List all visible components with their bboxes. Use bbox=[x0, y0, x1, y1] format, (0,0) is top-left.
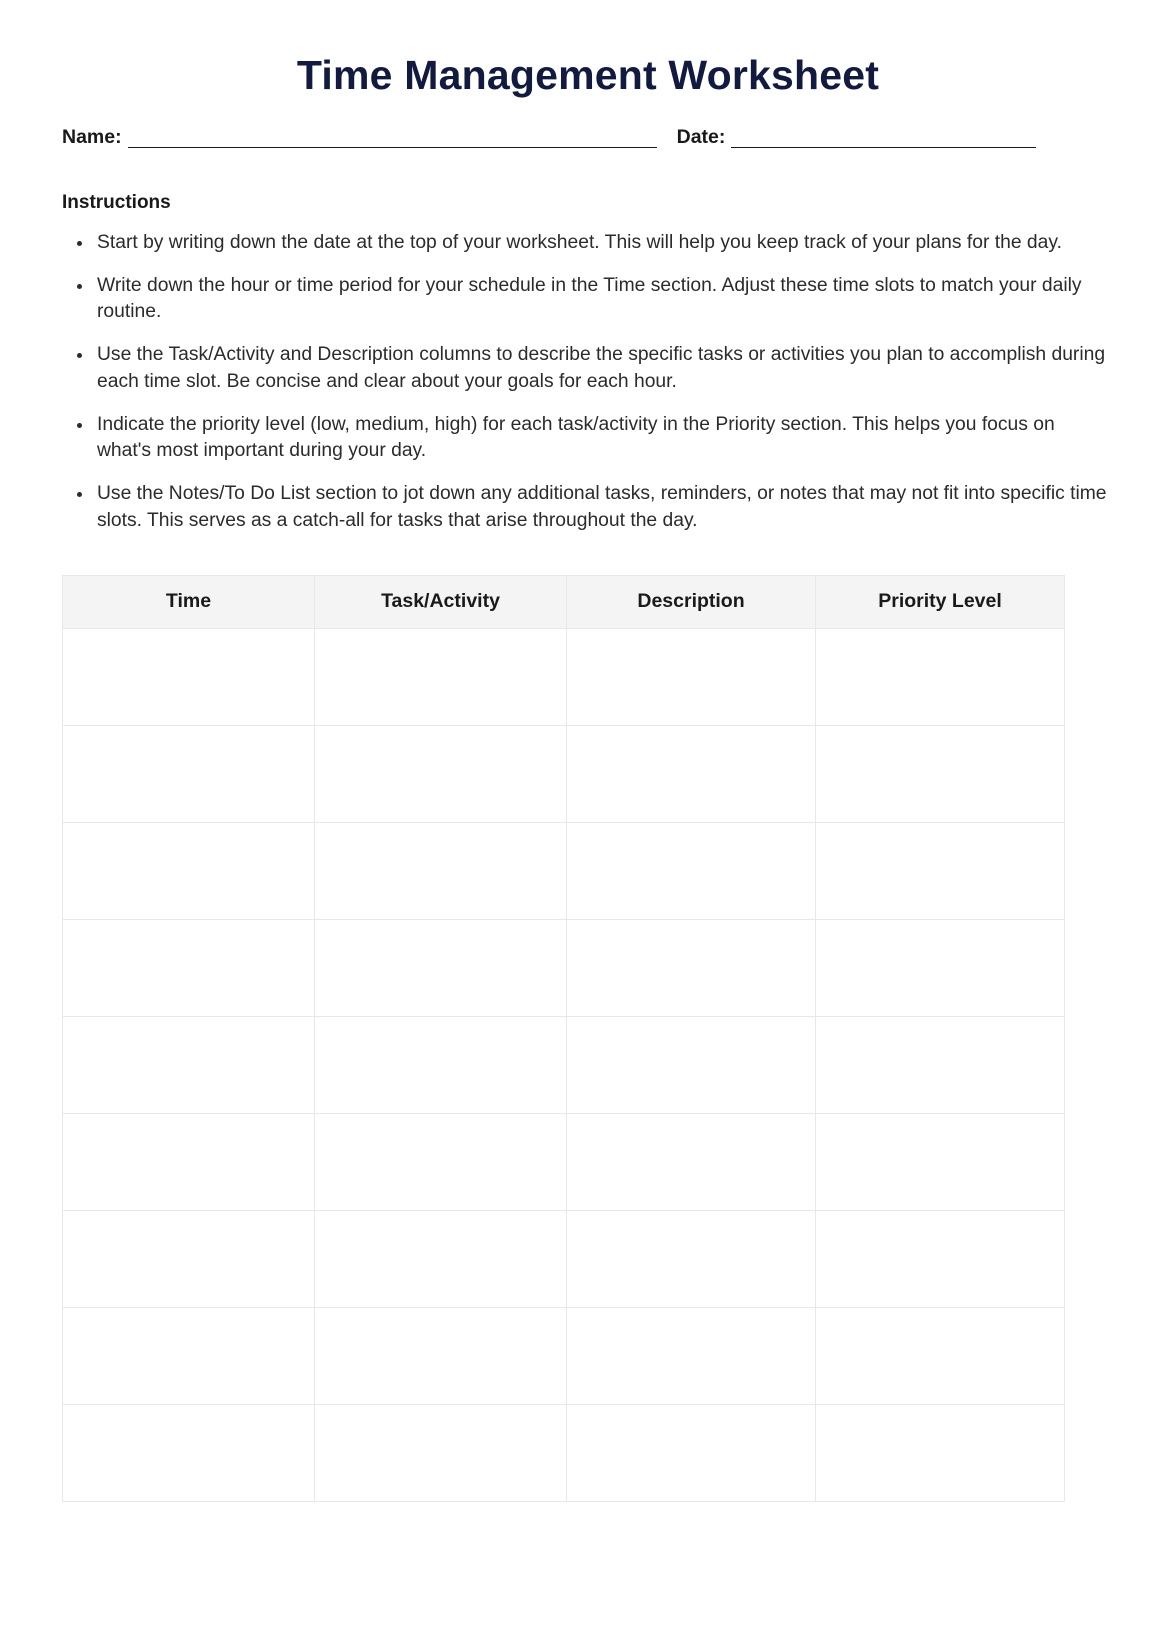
cell-priority-level[interactable] bbox=[816, 1404, 1065, 1501]
instruction-item: Use the Notes/To Do List section to jot down any additional tasks, reminders, or notes that may not fit into specific time slots. This serves as a catch-all for tasks that arise throughout the day. bbox=[62, 481, 1114, 533]
column-header-time: Time bbox=[63, 575, 315, 628]
name-label: Name: bbox=[62, 126, 122, 149]
cell-description[interactable] bbox=[567, 1210, 816, 1307]
cell-time[interactable] bbox=[63, 919, 315, 1016]
table-header bbox=[63, 575, 1065, 628]
cell-description[interactable] bbox=[567, 1113, 816, 1210]
cell-task-activity[interactable] bbox=[315, 1113, 567, 1210]
cell-time[interactable] bbox=[63, 822, 315, 919]
cell-priority-level[interactable] bbox=[816, 1016, 1065, 1113]
cell-priority-level[interactable] bbox=[816, 822, 1065, 919]
cell-description[interactable] bbox=[567, 1016, 816, 1113]
cell-description[interactable] bbox=[567, 725, 816, 822]
cell-priority-level[interactable] bbox=[816, 628, 1065, 725]
table-row bbox=[63, 919, 1065, 1016]
cell-task-activity[interactable] bbox=[315, 725, 567, 822]
cell-description[interactable] bbox=[567, 628, 816, 725]
column-header-description: Description bbox=[567, 575, 816, 628]
cell-time[interactable] bbox=[63, 1307, 315, 1404]
cell-task-activity[interactable] bbox=[315, 919, 567, 1016]
instruction-item: Use the Task/Activity and Description columns to describe the specific tasks or activities you plan to accomplish during each time slot. Be concise and clear about your goals for each hour. bbox=[62, 342, 1114, 394]
table-row bbox=[63, 1404, 1065, 1501]
cell-time[interactable] bbox=[63, 1016, 315, 1113]
cell-description[interactable] bbox=[567, 822, 816, 919]
table-row bbox=[63, 1307, 1065, 1404]
cell-task-activity[interactable] bbox=[315, 1404, 567, 1501]
cell-priority-level[interactable] bbox=[816, 1307, 1065, 1404]
date-input-line[interactable] bbox=[731, 129, 1036, 148]
schedule-table bbox=[62, 575, 1065, 1502]
table-header-row bbox=[63, 575, 1065, 628]
table-body bbox=[63, 628, 1065, 1501]
cell-task-activity[interactable] bbox=[315, 1307, 567, 1404]
cell-task-activity[interactable] bbox=[315, 1016, 567, 1113]
cell-time[interactable] bbox=[63, 1113, 315, 1210]
cell-task-activity[interactable] bbox=[315, 1210, 567, 1307]
table-row bbox=[63, 1113, 1065, 1210]
table-row bbox=[63, 1016, 1065, 1113]
cell-time[interactable] bbox=[63, 725, 315, 822]
cell-task-activity[interactable] bbox=[315, 628, 567, 725]
cell-priority-level[interactable] bbox=[816, 725, 1065, 822]
instructions-list bbox=[62, 230, 1114, 534]
cell-task-activity[interactable] bbox=[315, 822, 567, 919]
cell-time[interactable] bbox=[63, 1404, 315, 1501]
cell-priority-level[interactable] bbox=[816, 1113, 1065, 1210]
column-header-task-activity: Task/Activity bbox=[315, 575, 567, 628]
cell-description[interactable] bbox=[567, 919, 816, 1016]
instruction-item: Start by writing down the date at the top of your worksheet. This will help you keep track of your plans for the day. bbox=[62, 230, 1114, 256]
date-label: Date: bbox=[676, 126, 726, 149]
column-header-priority-level: Priority Level bbox=[816, 575, 1065, 628]
cell-time[interactable] bbox=[63, 628, 315, 725]
cell-description[interactable] bbox=[567, 1404, 816, 1501]
name-input-line[interactable] bbox=[128, 129, 657, 148]
table-row bbox=[63, 725, 1065, 822]
table-row bbox=[63, 1210, 1065, 1307]
table-row bbox=[63, 628, 1065, 725]
name-date-row bbox=[62, 128, 1114, 148]
page-title: Time Management Worksheet bbox=[296, 52, 880, 98]
instruction-item: Indicate the priority level (low, medium, high) for each task/activity in the Priority section. This helps you focus on what's most important during your day. bbox=[62, 412, 1114, 464]
instructions-heading: Instructions bbox=[62, 191, 171, 213]
cell-priority-level[interactable] bbox=[816, 1210, 1065, 1307]
cell-time[interactable] bbox=[63, 1210, 315, 1307]
table-row bbox=[63, 822, 1065, 919]
cell-priority-level[interactable] bbox=[816, 919, 1065, 1016]
cell-description[interactable] bbox=[567, 1307, 816, 1404]
instruction-item: Write down the hour or time period for your schedule in the Time section. Adjust these time slots to match your daily routine. bbox=[62, 273, 1114, 325]
